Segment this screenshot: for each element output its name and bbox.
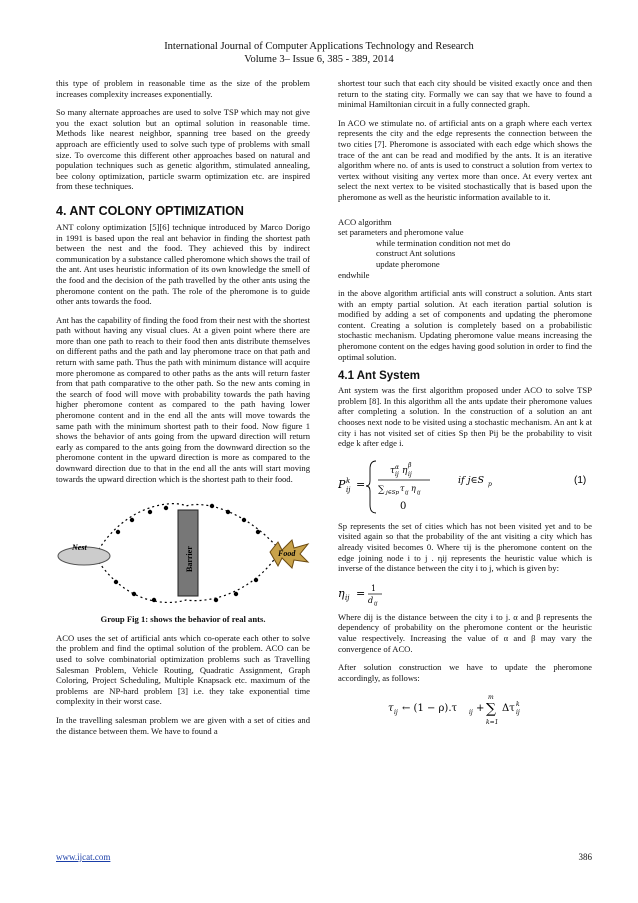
svg-text:0: 0: [400, 500, 407, 512]
svg-text:ij: ij: [405, 489, 409, 496]
svg-text:k: k: [516, 701, 520, 709]
svg-text:∑: ∑: [486, 701, 496, 718]
svg-text:j∈Sp: j∈Sp: [386, 489, 400, 496]
algo-line: endwhile: [338, 269, 370, 280]
paragraph: In the travelling salesman problem we are given with a set of cities and the distance between them. We have to found a: [56, 714, 310, 736]
algo-line: set parameters and pheromone value: [338, 227, 464, 238]
svg-text:η: η: [402, 465, 408, 476]
svg-text:Δτ: Δτ: [502, 703, 515, 715]
svg-text:ij: ij: [408, 470, 412, 478]
paragraph: Where dij is the distance between the city i to j. α and β represents the dependency of probability on the pheromone content or the heuristic value respectively. Increasing the value of α and β may vary the convergence of ACO.: [338, 611, 592, 654]
section-heading-aco: 4. ANT COLONY OPTIMIZATION: [56, 203, 244, 218]
svg-text:k: k: [346, 476, 351, 485]
algo-line: ACO algorithm: [338, 216, 392, 227]
barrier-label: Barrier: [185, 546, 194, 573]
svg-text:η: η: [338, 586, 345, 600]
svg-text:+: +: [476, 703, 485, 715]
svg-text:p: p: [488, 480, 492, 488]
page-footer: [56, 852, 592, 862]
equation-update: [338, 691, 592, 727]
svg-text:d: d: [368, 595, 374, 605]
svg-text:m: m: [488, 694, 494, 702]
ant-figure-drawing: [56, 492, 310, 608]
aco-algorithm: [338, 217, 592, 281]
right-column: [338, 78, 592, 731]
algo-line: update pheromone: [376, 258, 440, 269]
svg-text:∑: ∑: [378, 484, 385, 495]
nest-label: Nest: [72, 543, 87, 553]
paragraph: So many alternate approaches are used to solve TSP which may not give you the exact solution but an optimal solution in reasonable time. Methods like nearest neighbor, spanning tree based on the greedy approach are efficiently used to solve such type of problems with small size. To overcome this different other approaches based on natural and population techniques such as genetic algorithm, stimulated annealing, bee colony optimization, particle swarm optimization etc. are inspired from these techniques.: [56, 107, 310, 192]
svg-text:α: α: [395, 463, 400, 471]
paragraph: ANT colony optimization [5][6] technique introduced by Marco Dorigo in 1991 is based upon the real ant behavior in finding the shortest path between the nest and the food. They achieved this by indirect communication by a substance called pheromone which shows the trail of the ant. Ant uses heuristic information of its own knowledge the smell of the food and the decision of the path travelled by the other ants using the pheromone content on the path. The role of the pheromone is to guide other ants towards the food.: [56, 221, 310, 307]
svg-text:τ: τ: [400, 483, 405, 493]
svg-text:τ: τ: [390, 465, 395, 476]
algo-line: while termination condition not met do: [376, 237, 511, 248]
paragraph: Ant has the capability of finding the food from their nest with the shortest path without having any visual clues. At a given point where there are more than one path to reach to their food then ants distribute themselves on different paths and the path and lay pheromone trace on that path and return with same path. Thus the path with minimum distance will acquire more pheromone as compared to other paths as the ants will return faster from that path comparative to the other path. So the new ants coming in the search of food will move with probability towards the path having higher pheromone content as compared to the path having lower pheromone content and in the end all the ants will move towards the same path with the minimum shortest path to their food. Now figure 1 shows the behavior of ants going from the upward direction will return early as compared to the ants going from the downward direction so the pheromone content in the upward direction is more as compared to the downward direction due to that in the end all the ants will start moving towards the upward direction which is the shortest path to their food.: [56, 314, 310, 484]
paragraph: In ACO we stimulate no. of artificial ants on a graph where each vertex represents the city and the edge represents the connection between the two cities [7]. Pheromone is associated with each edge which shows the trace of the ant can be read and modified by the ants. It is an iterative algorithm where no. of ants is used to construct a solution from vertex to vertex without visiting any vertex more than once. At every vertex ant select the next vertex to be visited stochastically that is based upon the pheromone as well as the heuristic information available to it.: [338, 117, 592, 202]
algo-line: construct Ant solutions: [376, 248, 456, 259]
journal-url-link[interactable]: www.ijcat.com: [56, 852, 111, 862]
paragraph: Sp represents the set of cities which has not been visited yet and to be visited again so that the probability of the ant visiting a city which has already visited becomes 0. Where τij is the pheromone content on the edge joining node i to j . ηij represents the heuristic value which is inverse of the distance between the city i to j, which is given by:: [338, 520, 592, 574]
paragraph: shortest tour such that each city should be visited exactly once and then return to the stating city. Formally we can say that we have to found a minimal Hamiltonian circuit in a fully connected graph.: [338, 78, 592, 110]
page-header: [0, 40, 638, 66]
svg-text:1: 1: [371, 583, 377, 593]
page-number: 386: [578, 852, 592, 862]
equation-1-drawing: [338, 457, 592, 515]
svg-text:η: η: [411, 483, 416, 493]
paragraph: After solution construction we have to update the pheromone accordingly, as follows:: [338, 662, 592, 683]
svg-text:ij: ij: [516, 709, 520, 717]
svg-text:P: P: [338, 477, 346, 491]
journal-volume: Volume 3– Issue 6, 385 - 389, 2014: [244, 54, 394, 65]
food-label: Food: [278, 549, 296, 559]
left-column: [56, 78, 310, 744]
paragraph: ACO uses the set of artificial ants which co-operate each other to solve the problem and find the optimal solution of the problem. ACO can be used to solve combinatorial optimization problems such as Travelling Salesman Problem, Vehicle Routing, Quadratic Assignment, Graph Coloring, Project Scheduling, Multiple Knapsack etc. maximum of the problems are NP-hard problem [3] i.e. they take exponential time complexity in their worst case.: [56, 632, 310, 707]
svg-text:ij: ij: [394, 709, 398, 717]
svg-text:ij: ij: [345, 593, 350, 602]
svg-text:=: =: [356, 586, 366, 600]
svg-text:ij: ij: [374, 600, 378, 606]
paragraph: this type of problem in reasonable time as the size of the problem increases complexity increases exponentially.: [56, 78, 310, 99]
equation-eta: [338, 582, 592, 606]
equation-1-number: (1): [574, 474, 587, 486]
equation-1-condition: if j∈S: [458, 474, 485, 486]
svg-text:ij: ij: [346, 485, 351, 494]
svg-text:← (1 − ρ).τ: ← (1 − ρ).τ: [402, 703, 458, 715]
equation-update-drawing: [338, 691, 592, 727]
section-heading-ant-system: 4.1 Ant System: [338, 370, 421, 383]
equation-eta-drawing: [338, 582, 458, 606]
svg-text:k=1: k=1: [486, 719, 499, 727]
figure-caption: Group Fig 1: shows the behavior of real ants.: [100, 614, 266, 625]
paragraph: in the above algorithm artificial ants will construct a solution. Ants start with an empty partial solution. At each iteration partial solution is modified by adding a set of components and updating the pheromone content. Creating a solution is completely based on a probabilistic stochastic mechanism. Updating pheromone value means increasing the pheromone content on the edges having good solution in order to find the optimal solution.: [338, 288, 592, 362]
paragraph: Ant system was the first algorithm proposed under ACO to solve TSP problem [8]. In this algorithm all the ants update their pheromone values after completing a solution. In the construction of a solution an ant chooses next node to be visited using a stochastic mechanism. An ant k at city i has not visited set of cities Sp then Pij be the probability to visit edge k after edge i.: [338, 385, 592, 449]
svg-text:=: =: [356, 477, 366, 491]
svg-text:ij: ij: [469, 709, 473, 717]
journal-title: International Journal of Computer Applications Technology and Research: [164, 41, 474, 52]
svg-text:β: β: [408, 461, 412, 469]
ant-behavior-figure: [56, 492, 310, 608]
svg-text:τ: τ: [388, 703, 394, 715]
svg-text:ij: ij: [395, 470, 399, 478]
equation-1: [338, 457, 592, 515]
svg-text:ij: ij: [417, 489, 421, 496]
